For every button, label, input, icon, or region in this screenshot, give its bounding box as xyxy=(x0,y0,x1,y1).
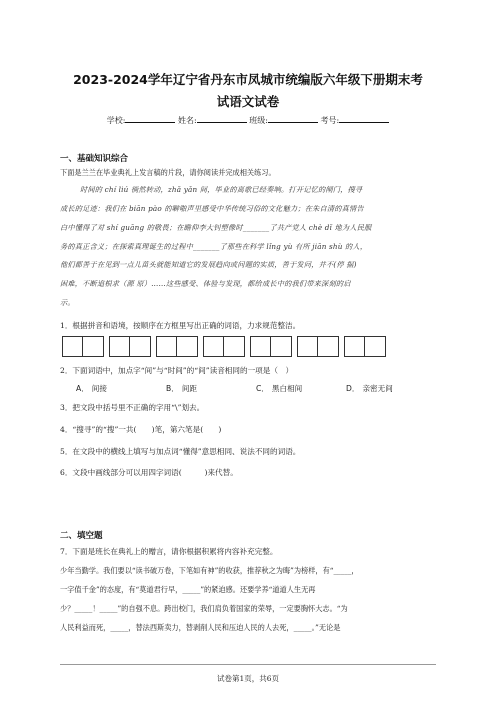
fill-line-4: 人民利益而死，_____，替法西斯卖力，替剥削人民和压迫人民的人去死，_____。”无论是 xyxy=(60,623,341,632)
passage-line-3: 白中懂得了对 shí guāng 的敬畏；在瞻仰李大钊塑像时_______了共产党人 chè dǐ 地为人民服 xyxy=(60,223,372,232)
passage-line-7: 示。 xyxy=(60,298,75,307)
page-footer: 试卷第1页，共6页 xyxy=(216,674,280,683)
passage-line-5: 他们都善于在见到一点儿苗头就能知道它的发展趋向或问题的实质，善于发问，并不(停 据) xyxy=(60,260,357,269)
section-intro: 下面是兰兰在毕业典礼上发言稿的片段，请你阅读并完成相关练习。 xyxy=(60,168,276,177)
exam-title-line2: 试语文试卷 xyxy=(216,94,280,109)
answer-boxes xyxy=(62,336,386,358)
option-letter: A． xyxy=(76,384,89,393)
footer-divider xyxy=(60,664,436,665)
answer-box[interactable] xyxy=(62,336,83,357)
answer-box[interactable] xyxy=(224,336,245,357)
answer-box[interactable] xyxy=(344,336,365,357)
option-text: 黑白相间 xyxy=(271,384,303,393)
answer-box[interactable] xyxy=(365,336,386,357)
answer-box[interactable] xyxy=(271,336,292,357)
box-group-6 xyxy=(297,336,339,358)
passage-line-6: 困难，不断追根求（源 原）……这些感受、体验与发现，都给成长中的我们带来深刻的启 xyxy=(60,279,351,288)
name-label: 姓名: xyxy=(178,116,197,125)
option-letter: D． xyxy=(346,384,360,393)
name-field[interactable] xyxy=(197,114,247,123)
option-text: 亲密无间 xyxy=(362,384,393,393)
exam-no-label: 考号: xyxy=(320,116,340,125)
section-heading-basics: 一、基础知识综合 xyxy=(60,154,129,164)
passage-line-1: 时间的 chí liú 徜然转动，zhǎ yǎn 间，毕业的离歌已经奏响。打开记忆的闸门，搜寻 xyxy=(80,185,363,194)
answer-box[interactable] xyxy=(177,336,198,357)
question-4: 4．“搜寻”的“搜”一共( )笔，第六笔是( ) xyxy=(60,425,222,434)
fill-line-1: 少年当勤学。我们要以“读书破万卷，下笔如有神”的收获，推荐秋之为晦”为榜样，有“_____， xyxy=(60,566,359,575)
option-c[interactable] xyxy=(256,383,346,394)
box-group-3 xyxy=(156,336,198,358)
answer-box[interactable] xyxy=(83,336,104,357)
question-6: 6．文段中画线部分可以用四字词语( )来代替。 xyxy=(60,468,238,477)
question-3: 3．把文段中括号里不正确的字用“\”划去。 xyxy=(60,403,205,412)
question-1: 1．根据拼音和语境，按顺序在方框里写出正确的词语，力求规范整洁。 xyxy=(60,321,301,330)
answer-box[interactable] xyxy=(130,336,151,357)
option-text: 间距 xyxy=(181,384,197,393)
option-a[interactable] xyxy=(76,383,166,394)
class-label: 班级: xyxy=(249,116,268,125)
student-info-row xyxy=(0,114,496,126)
box-group-2 xyxy=(109,336,151,358)
box-group-5 xyxy=(250,336,292,358)
answer-box[interactable] xyxy=(297,336,318,357)
passage-line-2: 成长的足迹：我们在 biān pào 的噼啪声里感受中华传统习俗的文化魅力；在朱自清的真情告 xyxy=(60,204,364,213)
passage-line-4: 务的真正含义；在探索真理诞生的过程中_______了那些在科学 lǐng yù 有所 jiān shù 的人， xyxy=(60,242,368,251)
answer-box[interactable] xyxy=(156,336,177,357)
question-2-options xyxy=(76,383,436,394)
box-group-4 xyxy=(203,336,245,358)
option-text: 间接 xyxy=(91,384,107,393)
answer-box[interactable] xyxy=(318,336,339,357)
option-letter: C． xyxy=(256,384,269,393)
question-5: 5．在文段中的横线上填写与加点词“懂得”意思相同、说法不同的词语。 xyxy=(60,447,301,456)
fill-line-3: 少？_____！_____”的自强不息。跨出校门，我们肩负着国家的荣辱，一定要胸怀大志。“为 xyxy=(60,604,348,613)
option-d[interactable] xyxy=(346,383,436,394)
question-7: 7．下面是班长在典礼上的赠言，请你根据积累将内容补充完整。 xyxy=(60,547,278,556)
option-letter: B． xyxy=(166,384,179,393)
answer-box[interactable] xyxy=(250,336,271,357)
fill-line-2: 一字值千金”的态度，有“莫道君行早，_____”的紧迫感。还要学养“道道人生无再 xyxy=(60,585,316,594)
exam-no-field[interactable] xyxy=(339,114,389,123)
answer-box[interactable] xyxy=(203,336,224,357)
school-label: 学校: xyxy=(106,116,126,125)
section-heading-fill: 二、填空题 xyxy=(60,531,103,541)
school-field[interactable] xyxy=(125,114,175,123)
box-group-1 xyxy=(62,336,104,358)
class-field[interactable] xyxy=(268,114,318,123)
answer-box[interactable] xyxy=(109,336,130,357)
question-2: 2．下面词语中，加点字“间”与“时间”的“间”读音相同的一项是（ ） xyxy=(60,366,294,375)
option-b[interactable] xyxy=(166,383,256,394)
exam-title-line1: 2023-2024学年辽宁省丹东市凤城市统编版六年级下册期末考 xyxy=(73,72,423,87)
box-group-7 xyxy=(344,336,386,358)
